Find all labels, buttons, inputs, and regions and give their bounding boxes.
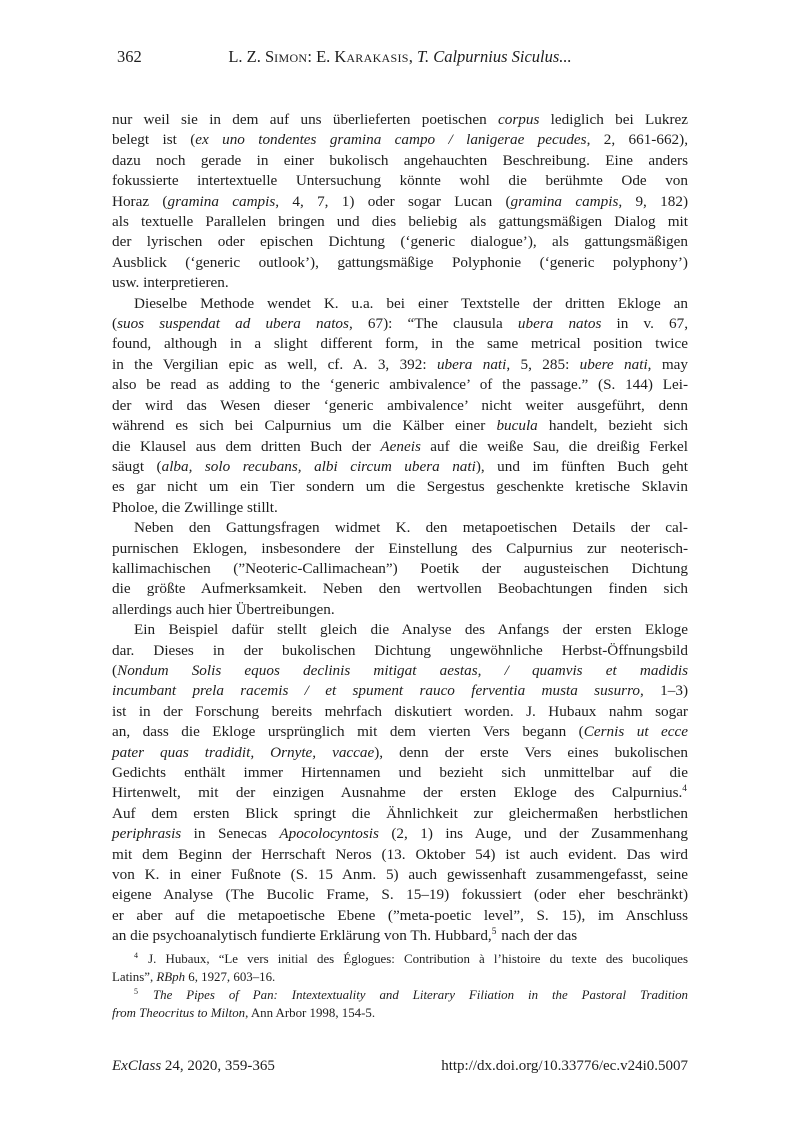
text-run: die größte Aufmerksamkeit. Neben den wertvollen Beobachtungen finden sich bbox=[112, 580, 688, 598]
text-run: purnischen Eklogen, insbesondere der Einstellung des Calpurnius zur neoterisch- bbox=[112, 539, 688, 557]
text-run: pater quas tradidit, Ornyte, vaccae bbox=[112, 743, 375, 761]
text-run: usw. interpretieren. bbox=[112, 274, 229, 292]
text-run: in v. 67, bbox=[601, 315, 689, 333]
text-line bbox=[112, 722, 688, 742]
text-run: bucula bbox=[496, 417, 538, 435]
text-line bbox=[112, 355, 688, 375]
text-run: eigene Analyse (The Bucolic Frame, S. 15–19) fokussiert (oder eher beschränkt) bbox=[112, 886, 688, 904]
body-text bbox=[112, 110, 688, 947]
text-line bbox=[112, 314, 688, 334]
text-line bbox=[112, 498, 688, 518]
text-line bbox=[112, 232, 688, 252]
text-run: gramina campis bbox=[510, 192, 619, 210]
paragraph bbox=[112, 294, 688, 518]
text-run: mit dem Beginn der Herrschaft Neros (13. Oktober 54) ist auch evident. Das wird bbox=[112, 845, 688, 863]
text-run: nur weil sie in dem auf uns überlieferten poetischen bbox=[112, 111, 499, 128]
text-line bbox=[112, 1004, 688, 1022]
text-run: Latins”, bbox=[112, 970, 157, 984]
text-run: belegt ist ( bbox=[112, 131, 196, 149]
text-line bbox=[112, 600, 688, 620]
text-run: , Ann Arbor 1998, 154-5. bbox=[245, 1006, 376, 1020]
text-run: der lyrischen oder epischen Dichtung (‘generic dialogue’), als gattungsmäßigen bbox=[112, 233, 688, 251]
text-run: an die psychoanalytisch fundierte Erklärung von Th. Hubbard, bbox=[112, 927, 492, 945]
text-run: , may bbox=[647, 355, 688, 373]
text-run: , 5, 285: bbox=[506, 355, 580, 373]
text-line bbox=[112, 743, 688, 763]
text-run: arakasis bbox=[346, 47, 409, 66]
text-run: : E. K bbox=[307, 47, 347, 66]
paragraph bbox=[112, 620, 688, 947]
text-run: ist in der Forschung bereits mehrfach diskutiert worden. J. Hubaux nahm sogar bbox=[112, 702, 688, 720]
text-run: 5 bbox=[491, 927, 497, 938]
text-line bbox=[112, 334, 688, 354]
text-run: Aeneis bbox=[380, 437, 421, 455]
text-run: es gar nicht um ein Tier sondern um die Sergestus geschenkte kretische Sklavin bbox=[112, 478, 688, 496]
text-line bbox=[112, 986, 688, 1004]
text-run: T. Calpurnius Siculus... bbox=[417, 47, 572, 66]
paragraph bbox=[112, 110, 688, 294]
text-line bbox=[112, 968, 688, 986]
text-run: ExClass bbox=[112, 1058, 162, 1074]
text-run: 6, 1927, 603–16. bbox=[185, 970, 276, 984]
text-line bbox=[112, 559, 688, 579]
text-line bbox=[112, 151, 688, 171]
text-run: Hirtenwelt, mit der einzigen Ausnahme der ersten Ekloge des Calpurnius. bbox=[112, 784, 683, 802]
text-run: auf die weiße Sau, die dreißig Ferkel bbox=[420, 437, 688, 455]
text-line bbox=[112, 804, 688, 824]
text-run: found, although in a slight different form, in the same metrical position twice bbox=[112, 335, 688, 353]
text-line bbox=[112, 253, 688, 273]
text-run: in the Vergilian epic as well, cf. A. 3, 392: bbox=[112, 355, 437, 373]
text-run: J. Hubaux, “Le vers initial des Églogues: Contribution à l’histoire du texte des bucoliques bbox=[139, 952, 688, 966]
text-run: Cernis ut ecce bbox=[583, 723, 688, 741]
text-line bbox=[112, 950, 688, 968]
text-run: , 4, 7, 1) oder sogar Lucan ( bbox=[275, 192, 511, 210]
text-line bbox=[112, 885, 688, 905]
text-run: allerdings auch hier Übertreibungen. bbox=[112, 600, 335, 618]
text-line bbox=[112, 437, 688, 457]
text-run: ubere nati bbox=[579, 355, 648, 373]
text-run: von K. in einer Fußnote (S. 15 Anm. 5) auch gewissenhaft zusammengefasst, seine bbox=[112, 866, 688, 884]
text-run: The Pipes of Pan: Intextextuality and Literary Filiation in the Pastoral Tradition bbox=[152, 988, 688, 1002]
text-line bbox=[112, 824, 688, 844]
text-line bbox=[112, 539, 688, 559]
text-run: Nondum Solis equos declinis mitigat aestas, / quamvis et madidis bbox=[117, 661, 688, 679]
text-line bbox=[112, 171, 688, 191]
text-run bbox=[139, 988, 153, 1002]
footnote bbox=[112, 950, 688, 986]
text-run: , 9, 182) bbox=[618, 192, 688, 210]
text-run: in Senecas bbox=[181, 825, 280, 843]
text-run: fokussierte intertextuelle Untersuchung könnte wohl die berühmte Ode von bbox=[112, 172, 688, 190]
text-run: periphrasis bbox=[112, 825, 182, 843]
text-run: lediglich bei Lukrez bbox=[539, 111, 689, 128]
text-run: , bbox=[408, 47, 418, 66]
text-run: ( bbox=[112, 661, 118, 679]
text-run: , 1–3) bbox=[640, 682, 688, 700]
text-run: 24, 2020, 359-365 bbox=[161, 1058, 275, 1074]
text-run: nach der das bbox=[497, 927, 578, 945]
text-run: Dieselbe Methode wendet K. u.a. bei einer Textstelle der dritten Ekloge an bbox=[134, 294, 688, 312]
text-run: Auf dem ersten Blick springt die Ähnlichkeit zur gleichermaßen herbstlichen bbox=[112, 804, 688, 822]
text-run: dazu noch gerade in einer bukolisch angehauchten Beschreibung. Eine anders bbox=[112, 151, 688, 169]
text-line bbox=[112, 620, 688, 640]
text-line bbox=[112, 294, 688, 314]
page-number: 362 bbox=[117, 47, 142, 66]
text-run: ( bbox=[112, 315, 118, 333]
text-line bbox=[112, 416, 688, 436]
text-run: corpus bbox=[498, 111, 540, 128]
text-run: die Klausel aus dem dritten Buch der bbox=[112, 437, 381, 455]
text-line bbox=[112, 865, 688, 885]
text-run: während es sich bei Calpurnius um die Kälber einer bbox=[112, 417, 497, 435]
footnote bbox=[112, 986, 688, 1022]
text-line bbox=[112, 702, 688, 722]
text-line bbox=[112, 661, 688, 681]
text-line bbox=[112, 110, 688, 130]
text-run: handelt, bezieht sich bbox=[537, 417, 688, 435]
text-run: also be read as adding to the ‘generic ambivalence’ of the passage.” (S. 144) Lei- bbox=[112, 376, 688, 394]
page-header bbox=[112, 46, 688, 70]
text-line bbox=[112, 212, 688, 232]
text-run: alba, solo recubans, albi circum ubera nati bbox=[161, 457, 476, 475]
text-run: (2, 1) ins Auge, und der Zusammenhang bbox=[378, 825, 688, 843]
text-run: Pholoe, die Zwillinge stillt. bbox=[112, 498, 278, 516]
text-line bbox=[112, 457, 688, 477]
text-run: Ausblick (‘generic outlook’), gattungsmäßige Polyphonie (‘generic polyphony’) bbox=[112, 253, 688, 271]
text-run: from Theocritus to Milton bbox=[112, 1006, 246, 1020]
text-run: 5 bbox=[134, 986, 138, 996]
text-run: an, dass die Ekloge ursprünglich mit dem vierten Vers begann ( bbox=[112, 723, 584, 741]
text-run: suos suspendat ad ubera natos bbox=[117, 315, 349, 333]
text-run: , 67): “The clausula bbox=[348, 315, 518, 333]
text-run: 4 bbox=[682, 784, 687, 795]
text-line bbox=[112, 375, 688, 395]
page-footer bbox=[112, 1056, 688, 1076]
text-run: der wird das Wesen dieser ‘generic ambivalence’ nicht weiter ausgeführt, denn bbox=[112, 396, 688, 414]
text-run: , 2, 661-662), bbox=[586, 131, 688, 149]
text-line bbox=[112, 906, 688, 926]
text-line bbox=[112, 763, 688, 783]
text-line bbox=[112, 783, 688, 803]
text-line bbox=[112, 845, 688, 865]
text-run: 4 bbox=[134, 950, 138, 960]
text-run: als textuelle Parallelen bringen und dies beliebig als gattungsmäßigen Dialog mit bbox=[112, 213, 688, 231]
text-run: incumbant prela racemis / et spument rauco ferventia musta susurro bbox=[112, 682, 641, 700]
text-line bbox=[112, 192, 688, 212]
text-run: Apocolocyntosis bbox=[279, 825, 379, 843]
text-run: RBph bbox=[156, 970, 186, 984]
text-run: Horaz ( bbox=[112, 192, 168, 210]
text-line bbox=[112, 926, 688, 946]
text-run: Neben den Gattungsfragen widmet K. den metapoetischen Details der cal- bbox=[134, 519, 688, 537]
text-run: ubera natos bbox=[517, 315, 602, 333]
journal-citation bbox=[112, 1056, 275, 1076]
text-run: ex uno tondentes gramina campo / lanigerae pecudes bbox=[195, 131, 587, 149]
text-run: Gedichts enthält immer Hirtennamen und bezieht sich unmittelbar auf die bbox=[112, 764, 688, 781]
paragraph bbox=[112, 518, 688, 620]
text-line bbox=[112, 579, 688, 599]
text-run: ), denn der erste Vers eines bukolischen bbox=[374, 743, 688, 761]
text-line bbox=[112, 518, 688, 538]
text-run: ubera nati bbox=[436, 355, 507, 373]
running-title bbox=[228, 46, 571, 68]
text-run: imon bbox=[274, 47, 308, 66]
text-run: säugt ( bbox=[112, 457, 162, 475]
text-run: er aber auf die metapoetische Ebene (”meta-poetic level”, S. 15), im Anschluss bbox=[112, 906, 688, 924]
text-line bbox=[112, 273, 688, 293]
doi-url: http://dx.doi.org/10.33776/ec.v24i0.5007 bbox=[441, 1058, 688, 1074]
text-line bbox=[112, 477, 688, 497]
text-run: dar. Dieses in der bukolischen Dichtung ungewöhnliche Herbst-Öffnungsbild bbox=[112, 641, 688, 659]
text-run: kallimachischen (”Neoteric-Callimachean”) Poetik der augusteischen Dichtung bbox=[112, 559, 688, 577]
text-run: gramina campis bbox=[167, 192, 276, 210]
footnotes bbox=[112, 950, 688, 1022]
text-line bbox=[112, 641, 688, 661]
text-run: ), und im fünften Buch geht bbox=[475, 457, 688, 475]
text-run: L. Z. S bbox=[228, 47, 275, 66]
text-line bbox=[112, 681, 688, 701]
text-run: Ein Beispiel dafür stellt gleich die Analyse des Anfangs der ersten Ekloge bbox=[134, 621, 688, 639]
text-line bbox=[112, 396, 688, 416]
text-line bbox=[112, 130, 688, 150]
